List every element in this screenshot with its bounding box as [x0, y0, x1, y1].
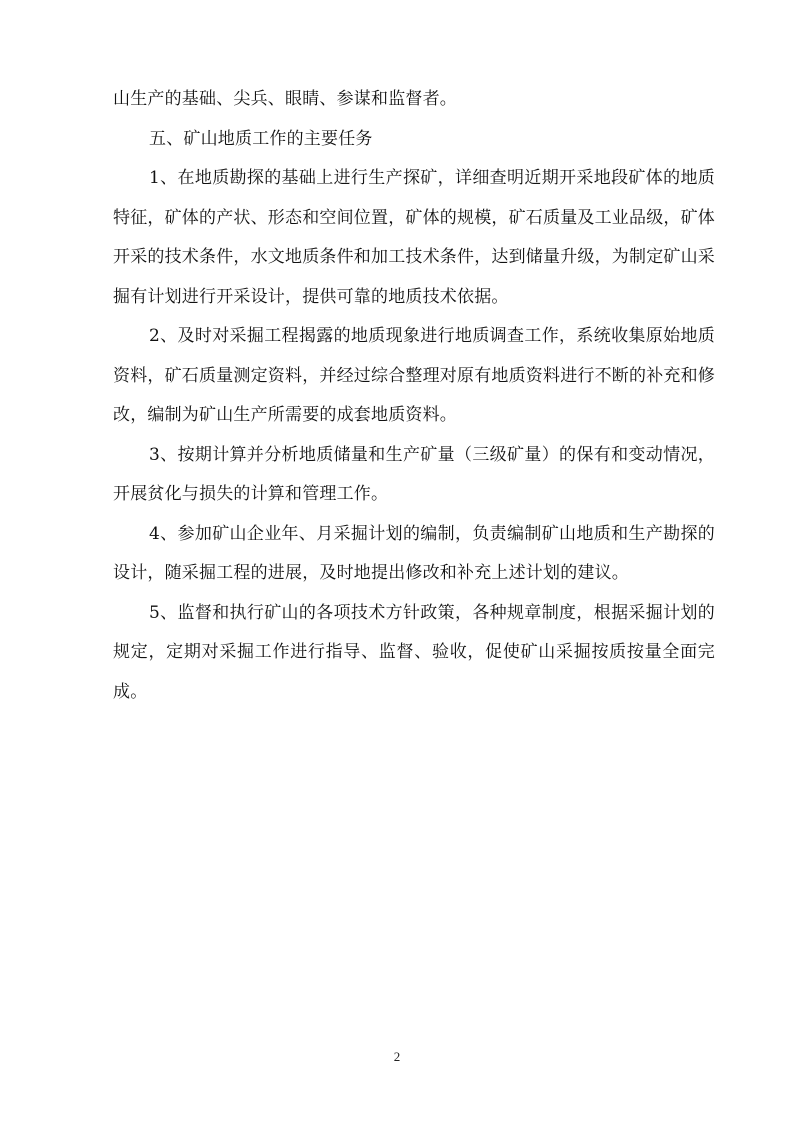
task-paragraph-2: 2、及时对采掘工程揭露的地质现象进行地质调查工作，系统收集原始地质资料，矿石质量测定资料，并经过综合整理对原有地质资料进行不断的补充和修改，编制为矿山生产所需要的成套地质资料。	[113, 326, 715, 425]
continuation-paragraph: 山生产的基础、尖兵、眼睛、参谋和监督者。	[113, 89, 457, 109]
document-body	[113, 80, 715, 712]
task-paragraph-3: 3、按期计算并分析地质储量和生产矿量（三级矿量）的保有和变动情况，开展贫化与损失的计算和管理工作。	[113, 444, 715, 504]
task-paragraph-5: 5、监督和执行矿山的各项技术方针政策，各种规章制度，根据采掘计划的规定，定期对采掘工作进行指导、监督、验收，促使矿山采掘按质按量全面完成。	[113, 602, 715, 702]
section-heading: 五、矿山地质工作的主要任务	[149, 128, 373, 149]
task-paragraph-1: 1、在地质勘探的基础上进行生产探矿，详细查明近期开采地段矿体的地质特征，矿体的产状、形态和空间位置，矿体的规模，矿石质量及工业品级，矿体开采的技术条件，水文地质条件和加工技术条件，达到储量升级，为制定矿山采掘有计划进行开采设计，提供可靠的地质技术依据。	[113, 168, 715, 307]
page-number: 2	[393, 1049, 401, 1064]
task-paragraph-4: 4、参加矿山企业年、月采掘计划的编制，负责编制矿山地质和生产勘探的设计，随采掘工程的进展，及时地提出修改和补充上述计划的建议。	[113, 523, 715, 583]
